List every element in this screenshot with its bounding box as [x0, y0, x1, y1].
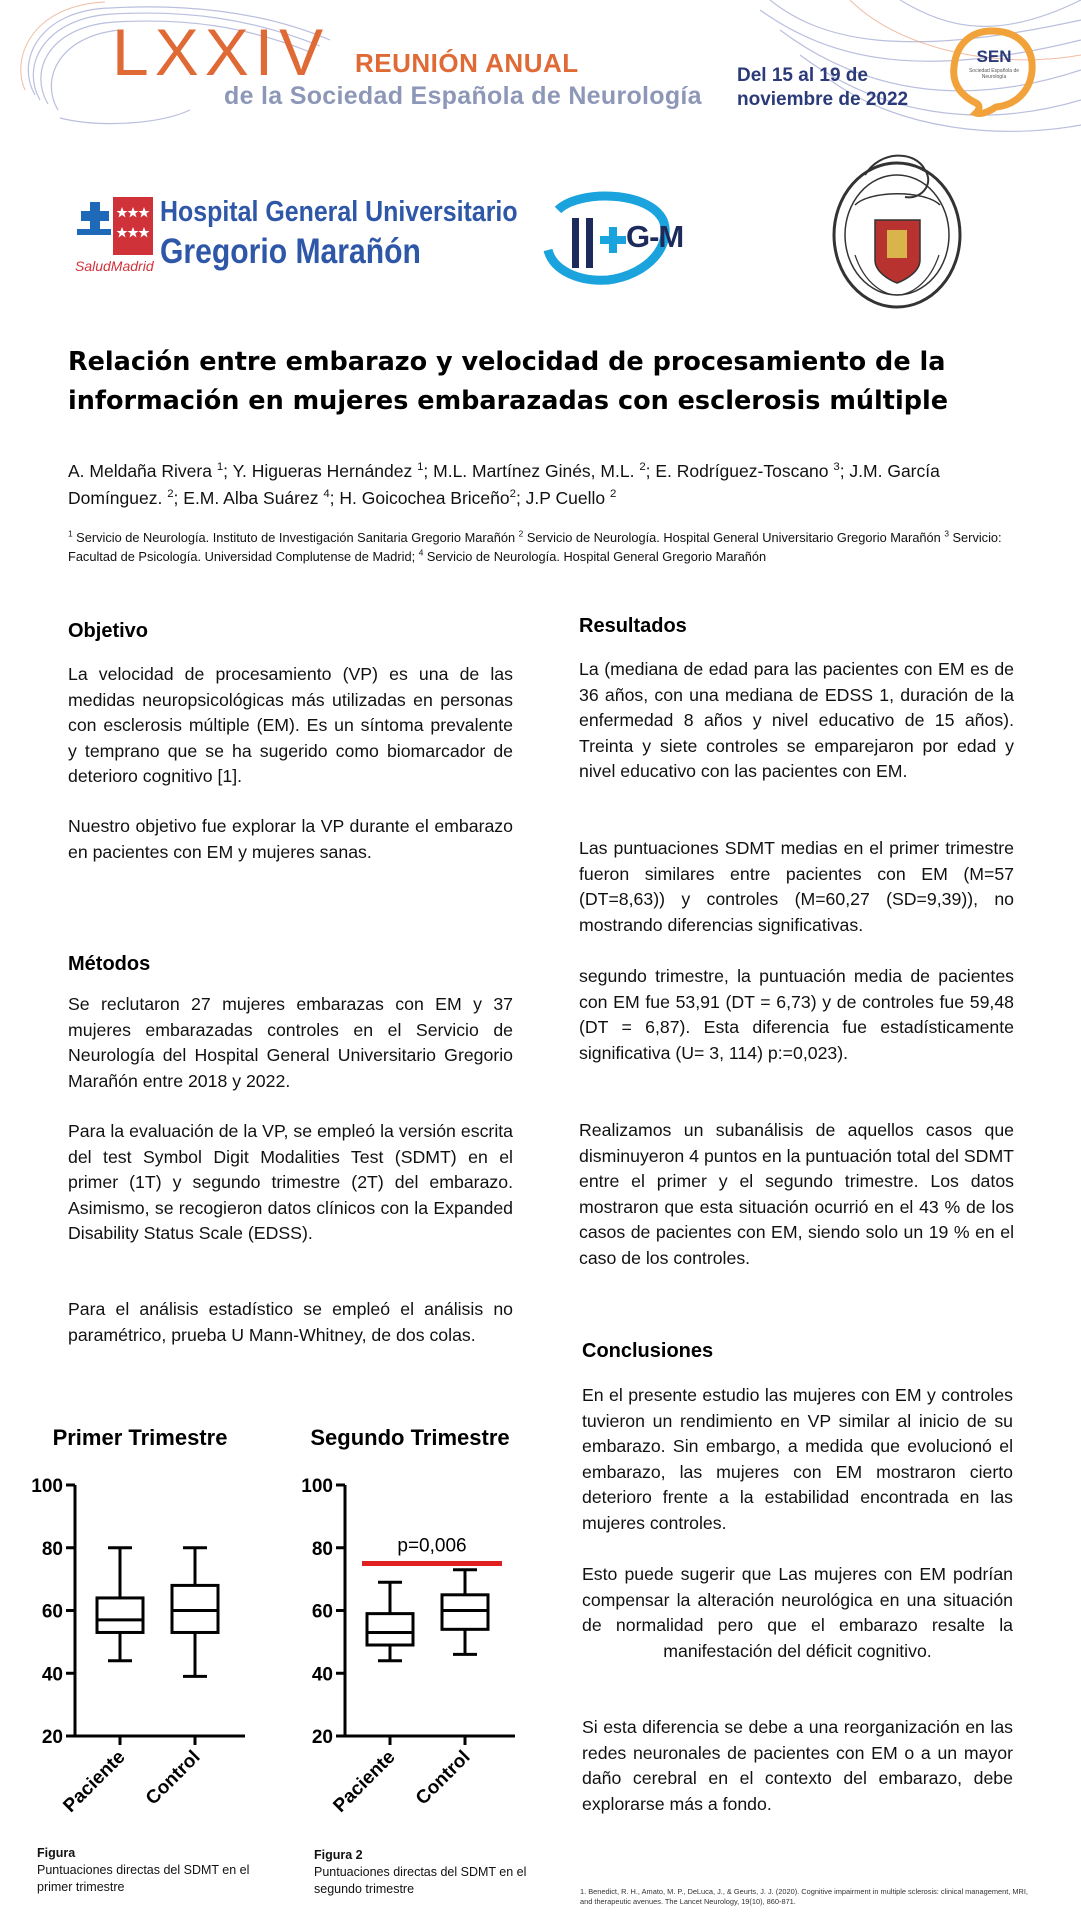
chart-title: Segundo Trimestre — [310, 1425, 510, 1450]
author-list — [68, 458, 1018, 512]
box-iqr — [172, 1585, 218, 1632]
dates-line-1: Del 15 al 19 de — [737, 65, 868, 86]
sen-logo-subtitle: Sociedad Española de Neurología — [968, 68, 1020, 80]
y-tick-label: 80 — [311, 1538, 333, 1560]
affiliation-3-number: 3 — [944, 528, 949, 539]
author-5: ; J.M. García Domínguez. — [68, 461, 940, 508]
affiliation-2-number: 2 — [518, 528, 524, 539]
y-tick-label: 40 — [41, 1664, 63, 1686]
meeting-dates — [737, 64, 908, 112]
poster-title: Relación entre embarazo y velocidad de procesamiento de la información en mujeres embarazadas con esclerosis múltiple — [68, 347, 948, 416]
box-iqr — [442, 1595, 488, 1630]
y-tick-label: 80 — [41, 1538, 63, 1560]
edition-numeral: LXXIV — [112, 15, 330, 89]
objetivo-heading: Objetivo — [68, 620, 149, 642]
metodos-paragraph-1: Se reclutaron 27 mujeres embarazas con EM y 37 mujeres embarazadas controles en el Servicio de Neurología del Hospital General Universitario Gregorio Marañón entre 2018 y 2022. — [68, 994, 513, 1091]
box-iqr — [97, 1598, 143, 1633]
author-6-affiliation: 4 — [323, 488, 330, 501]
y-tick-label: 40 — [311, 1664, 333, 1686]
chart-title: Primer Trimestre — [52, 1425, 228, 1450]
university-seal-icon — [825, 145, 970, 315]
hospital-name-line-1: Hospital General Universitario — [160, 196, 518, 228]
figure-1-label: Figura — [37, 1846, 76, 1860]
affiliation-4: Servicio de Neurología. Hospital General Gregorio Marañón — [423, 549, 767, 564]
author-4-affiliation: 3 — [833, 461, 840, 474]
metodos-paragraph-2: Para la evaluación de la VP, se empleó la versión escrita del test Symbol Digit Modalities Test (SDMT) en el primer (1T) y segundo trimestre (2T) del embarazo. Asimismo, se recogieron datos clínicos con la Expanded Disability Status Scale (EDSS). — [68, 1121, 513, 1244]
objetivo-paragraph-2: Nuestro objetivo fue explorar la VP durante el embarazo en pacientes con EM y mujeres sanas. — [68, 816, 513, 862]
affiliation-4-number: 4 — [418, 547, 424, 558]
comunidad-madrid-logo-icon — [75, 195, 155, 257]
y-tick-label: 60 — [41, 1601, 63, 1623]
author-1-affiliation: 1 — [216, 461, 224, 474]
conclusiones-paragraph-1: En el presente estudio las mujeres con EM y controles tuvieron un rendimiento en VP similar al inicio de su embarazo. Sin embargo, a medida que evolucionó el embarazo, las mujeres con EM mostraron cierto deterioro frente a la estabilidad encontrada en las mujeres controles. — [582, 1385, 1013, 1533]
affiliation-1-number: 1 — [68, 528, 73, 539]
y-tick-label: 20 — [311, 1727, 333, 1748]
author-7-affiliation: 2 — [509, 488, 516, 501]
author-1: A. Meldaña Rivera — [68, 461, 217, 481]
y-tick-label: 60 — [311, 1601, 333, 1623]
affiliation-1: Servicio de Neurología. Instituto de Investigación Sanitaria Gregorio Marañón — [72, 530, 519, 545]
hospital-name-line-2: Gregorio Marañón — [160, 232, 421, 271]
metodos-heading: Métodos — [68, 953, 151, 975]
author-2-affiliation: 1 — [417, 461, 424, 474]
resultados-paragraph-4: Realizamos un subanálisis de aquellos casos que disminuyeron 4 puntos en la puntuación total del SDMT entre el primer y el segundo trimestre. Los datos mostraron que esta situación ocurrió en el 43 % de los casos de pacientes con EM, siendo solo un 19 % en el caso de los controles. — [579, 1120, 1014, 1268]
boxplot-primer-trimestre — [20, 1410, 290, 1820]
author-4: ; E. Rodríguez-Toscano — [645, 461, 834, 481]
y-tick-label: 20 — [41, 1727, 63, 1748]
resultados-paragraph-1: La (mediana de edad para las pacientes con EM es de 36 años, con una mediana de EDSS 1, duración de la enfermedad 8 años y nivel educativo de 15 años). Treinta y siete controles se emparejaron por edad y nivel educativo con las pacientes con EM. — [579, 659, 1014, 782]
sen-logo-text: SEN — [976, 47, 1012, 66]
author-5-affiliation: 2 — [167, 488, 174, 501]
x-category-label: Paciente — [329, 1746, 400, 1817]
conference-banner — [0, 0, 1081, 135]
resultados-heading: Resultados — [579, 615, 687, 637]
figure-2-label: Figura 2 — [314, 1848, 363, 1862]
figure-1-caption — [37, 1845, 257, 1896]
metodos-paragraph-3: Para el análisis estadístico se empleó el análisis no paramétrico, prueba U Mann-Whitney, de dos colas. — [68, 1299, 513, 1345]
salud-madrid-label: SaludMadrid — [75, 258, 154, 274]
dates-line-2: noviembre de 2022 — [737, 89, 909, 110]
figure-2-text: Puntuaciones directas del SDMT en el segundo trimestre — [314, 1865, 527, 1896]
author-3-affiliation: 2 — [639, 461, 646, 474]
objetivo-paragraph-1: La velocidad de procesamiento (VP) es una de las medidas neuropsicológicas más utilizadas en personas con esclerosis múltiple (EM). Es un síntoma prevalente y temprano que se ha sugerido como biomarcador de deterioro cognitivo [1]. — [68, 664, 513, 787]
reference-list: 1. Benedict, R. H., Amato, M. P., DeLuca, J., & Geurts, J. J. (2020). Cognitive impairment in multiple sclerosis: clinical management, MRI, and therapeutic avenues. The Lancet Neurology, 19(10), 860-871. — [580, 1887, 1028, 1906]
iigm-logo-text: G-M — [626, 219, 684, 254]
box-iqr — [367, 1614, 413, 1645]
boxplot-segundo-trimestre — [290, 1410, 560, 1820]
significance-label: p=0,006 — [397, 1535, 467, 1557]
conclusiones-paragraph-2: Esto puede sugerir que Las mujeres con EM podrían compensar la alteración neurológica en una situación de normalidad pero que el embarazo resalte la manifestación del déficit cognitivo. — [582, 1564, 1013, 1661]
author-2: ; Y. Higueras Hernández — [223, 461, 418, 481]
conclusiones-heading: Conclusiones — [582, 1340, 714, 1362]
conclusiones-paragraph-3: Si esta diferencia se debe a una reorganización en las redes neuronales de pacientes con EM o a un mayor daño cerebral en el contexto del embarazo, debe explorarse más a fondo. — [582, 1717, 1013, 1814]
author-7: ; H. Goicochea Briceño — [329, 488, 510, 508]
figure-1-text: Puntuaciones directas del SDMT en el primer trimestre — [37, 1863, 250, 1894]
resultados-paragraph-3: segundo trimestre, la puntuación media de pacientes con EM fue 53,91 (DT = 6,73) y de controles fue 59,48 (DT = 6,87). Esta diferencia fue estadísticamente significativa (U= 3, 114) p:=0,023). — [579, 966, 1014, 1063]
affiliation-3: Servicio: Facultad de Psicología. Universidad Complutense de Madrid; — [68, 530, 1002, 564]
x-category-label: Control — [411, 1746, 475, 1810]
author-3: ; M.L. Martínez Ginés, M.L. — [423, 461, 640, 481]
figure-2-caption — [314, 1847, 534, 1898]
author-8: ; J.P Cuello — [515, 488, 610, 508]
x-category-label: Control — [141, 1746, 205, 1810]
author-8-affiliation: 2 — [609, 488, 617, 501]
y-tick-label: 100 — [31, 1476, 63, 1497]
author-6: ; E.M. Alba Suárez — [173, 488, 324, 508]
affiliation-list — [68, 528, 1018, 566]
affiliation-2: Servicio de Neurología. Hospital General Universitario Gregorio Marañón — [523, 530, 945, 545]
meeting-title: REUNIÓN ANUAL — [355, 48, 579, 78]
y-tick-label: 100 — [301, 1476, 333, 1497]
x-category-label: Paciente — [59, 1746, 130, 1817]
society-name: de la Sociedad Española de Neurología — [224, 82, 702, 110]
resultados-paragraph-2: Las puntuaciones SDMT medias en el primer trimestre fueron similares entre pacientes con EM (M=57 (DT=8,63)) y controles (M=60,27 (SD=9,39)), no mostrando diferencias significativas. — [579, 838, 1014, 935]
